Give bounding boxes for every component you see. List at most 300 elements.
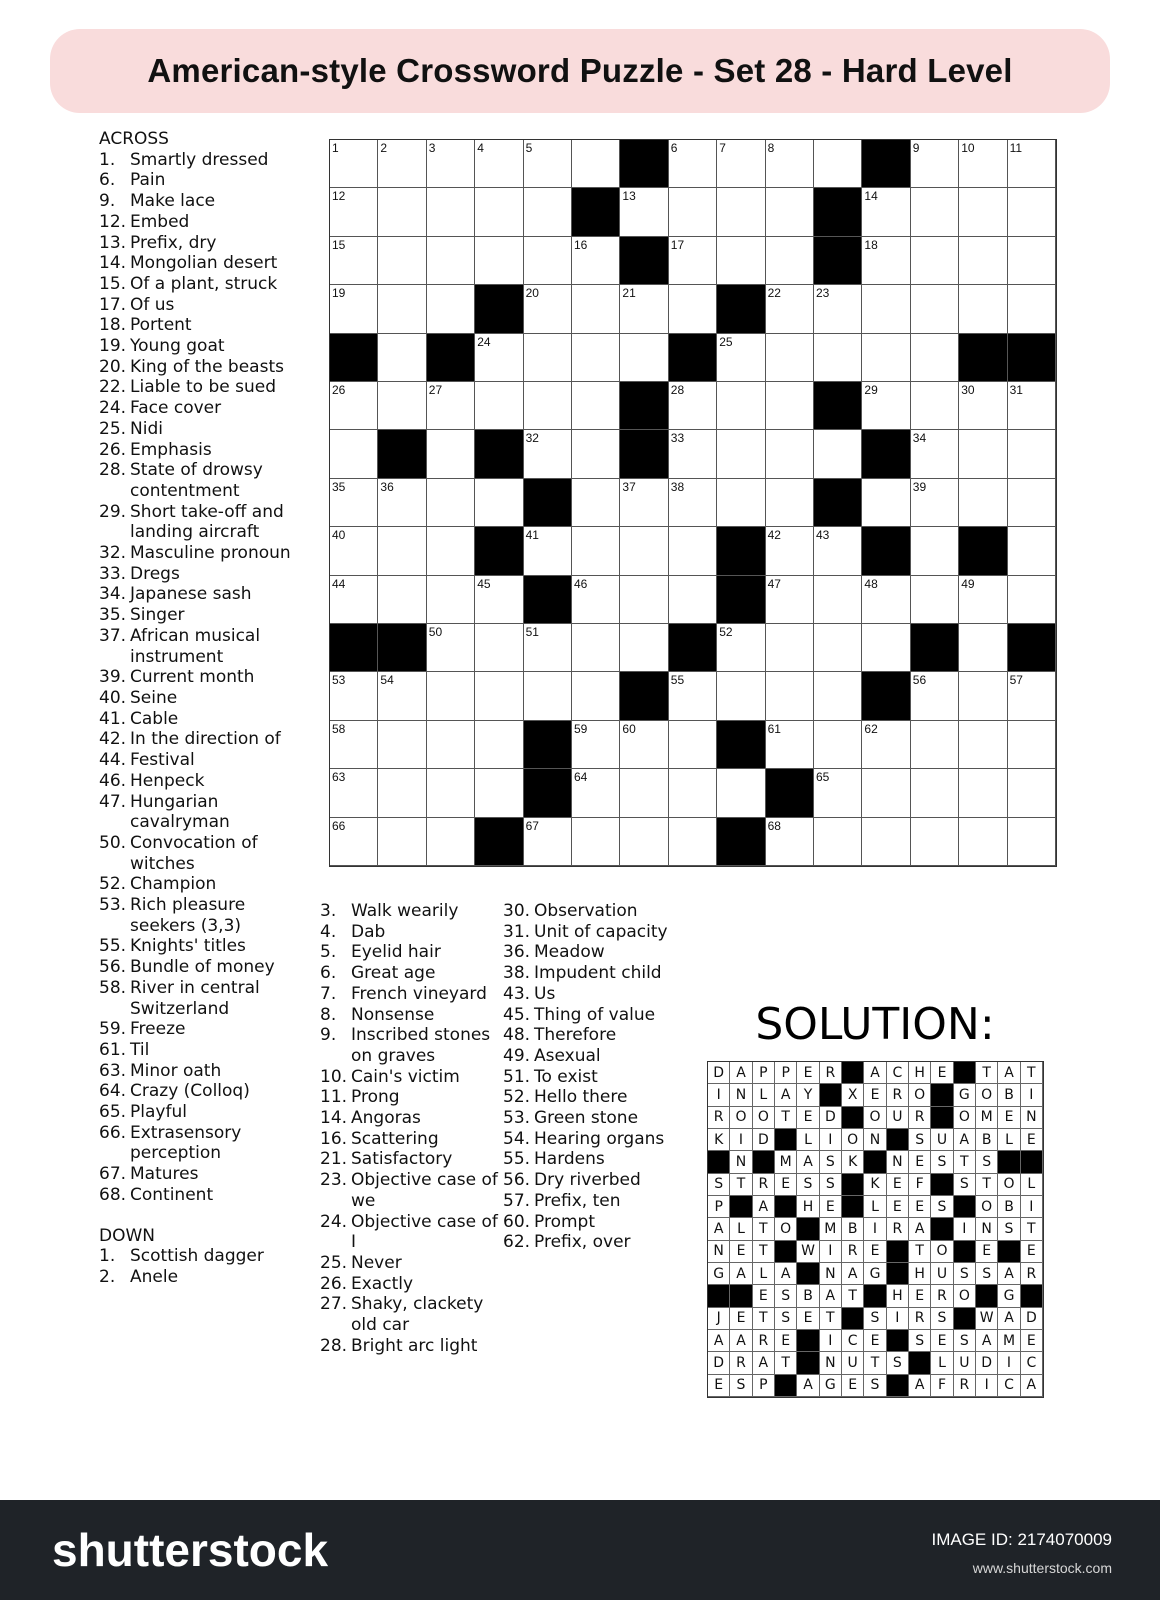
grid-cell bbox=[572, 624, 620, 672]
grid-cell bbox=[766, 672, 814, 720]
cell-number: 50 bbox=[428, 625, 443, 639]
grid-cell bbox=[1008, 285, 1056, 333]
solution-black-square bbox=[730, 1285, 752, 1307]
cell-number: 41 bbox=[525, 528, 539, 543]
solution-letter: R bbox=[909, 1308, 931, 1330]
solution-letter: T bbox=[842, 1285, 864, 1307]
clue-text: African musical instrument bbox=[130, 625, 261, 667]
down-clue bbox=[320, 1170, 500, 1211]
clue-number: 17. bbox=[99, 294, 127, 315]
grid-cell bbox=[959, 818, 1007, 866]
grid-cell bbox=[378, 237, 426, 285]
solution-letter: G bbox=[954, 1084, 976, 1106]
solution-black-square bbox=[954, 1241, 976, 1263]
cell-number: 8 bbox=[767, 141, 775, 155]
clue-text: Cable bbox=[130, 708, 179, 729]
clue-text: Meadow bbox=[534, 942, 605, 963]
across-clue bbox=[99, 502, 299, 543]
black-square bbox=[620, 672, 668, 720]
down-clue bbox=[503, 1005, 683, 1026]
clue-number: 45. bbox=[503, 1004, 531, 1025]
clue-number: 65. bbox=[99, 1102, 127, 1123]
solution-letter: S bbox=[931, 1196, 953, 1218]
across-clue bbox=[99, 150, 299, 171]
across-clue bbox=[99, 191, 299, 212]
solution-letter: T bbox=[954, 1151, 976, 1173]
grid-cell bbox=[427, 576, 475, 624]
solution-letter: E bbox=[753, 1285, 775, 1307]
grid-cell bbox=[524, 285, 572, 333]
clue-text: Emphasis bbox=[130, 439, 212, 460]
grid-cell bbox=[911, 430, 959, 478]
grid-cell bbox=[766, 285, 814, 333]
solution-letter: W bbox=[797, 1241, 819, 1263]
down-clue bbox=[320, 1129, 500, 1150]
solution-letter: E bbox=[976, 1241, 998, 1263]
black-square bbox=[814, 237, 862, 285]
clue-number: 40. bbox=[99, 687, 127, 708]
clue-text: Current month bbox=[130, 667, 255, 688]
solution-letter: G bbox=[998, 1285, 1020, 1307]
down-clue bbox=[320, 963, 500, 984]
page-title: American-style Crossword Puzzle - Set 28 - Hard Level bbox=[147, 52, 1013, 89]
black-square bbox=[378, 430, 426, 478]
grid-cell bbox=[427, 721, 475, 769]
cell-number: 12 bbox=[332, 189, 346, 204]
grid-cell bbox=[959, 430, 1007, 478]
down-clue bbox=[320, 1005, 500, 1026]
solution-black-square bbox=[954, 1196, 976, 1218]
solution-black-square bbox=[797, 1352, 819, 1374]
grid-cell bbox=[669, 672, 717, 720]
across-clue bbox=[99, 709, 299, 730]
grid-cell bbox=[717, 140, 765, 188]
clue-number: 25. bbox=[99, 418, 127, 439]
solution-letter: R bbox=[708, 1107, 730, 1129]
solution-letter: A bbox=[954, 1129, 976, 1151]
solution-letter: O bbox=[730, 1107, 752, 1129]
solution-letter: I bbox=[998, 1352, 1020, 1374]
solution-letter: W bbox=[976, 1308, 998, 1330]
grid-cell bbox=[814, 140, 862, 188]
clue-number: 44. bbox=[99, 750, 127, 771]
solution-black-square bbox=[909, 1352, 931, 1374]
grid-cell bbox=[814, 818, 862, 866]
solution-letter: N bbox=[730, 1084, 752, 1106]
clue-number: 15. bbox=[99, 273, 127, 294]
clue-text: In the direction of bbox=[130, 729, 281, 750]
solution-letter: O bbox=[931, 1241, 953, 1263]
clue-number: 58. bbox=[99, 977, 127, 998]
across-clue bbox=[99, 336, 299, 357]
clue-number: 57. bbox=[503, 1190, 531, 1211]
solution-letter: T bbox=[775, 1107, 797, 1129]
clue-number: 34. bbox=[99, 584, 127, 605]
down-clue bbox=[503, 1170, 683, 1191]
grid-cell bbox=[669, 140, 717, 188]
grid-cell bbox=[330, 672, 378, 720]
down-clue bbox=[320, 1067, 500, 1088]
grid-cell bbox=[911, 285, 959, 333]
cell-number: 52 bbox=[719, 625, 733, 639]
solution-letter: S bbox=[820, 1174, 842, 1196]
down-clue bbox=[320, 901, 500, 922]
solution-black-square bbox=[842, 1174, 864, 1196]
black-square bbox=[862, 527, 910, 575]
grid-cell bbox=[959, 721, 1007, 769]
down-clue-list-1 bbox=[320, 901, 500, 1356]
grid-cell bbox=[620, 527, 668, 575]
clue-text: Objective case of I bbox=[351, 1211, 498, 1253]
clue-number: 8. bbox=[320, 1004, 337, 1025]
grid-cell bbox=[862, 382, 910, 430]
cell-number: 43 bbox=[816, 528, 830, 543]
clue-number: 11. bbox=[320, 1087, 348, 1108]
clue-text: Exactly bbox=[351, 1273, 414, 1294]
grid-cell bbox=[427, 624, 475, 672]
solution-letter: P bbox=[753, 1375, 775, 1397]
grid-cell bbox=[766, 479, 814, 527]
solution-black-square bbox=[797, 1263, 819, 1285]
solution-letter: O bbox=[864, 1107, 886, 1129]
image-id-label: IMAGE ID: 2174070009 bbox=[931, 1530, 1112, 1549]
grid-cell bbox=[475, 382, 523, 430]
clue-number: 68. bbox=[99, 1184, 127, 1205]
down-heading: DOWN bbox=[99, 1225, 155, 1246]
across-clue bbox=[99, 1061, 299, 1082]
black-square bbox=[669, 334, 717, 382]
grid-cell bbox=[475, 479, 523, 527]
solution-letter: C bbox=[842, 1330, 864, 1352]
clue-text: Extrasensory perception bbox=[130, 1122, 242, 1164]
cell-number: 20 bbox=[525, 286, 539, 301]
clue-text: Anele bbox=[130, 1266, 179, 1287]
title-banner bbox=[50, 29, 1110, 113]
solution-letter: S bbox=[954, 1263, 976, 1285]
across-clue bbox=[99, 440, 299, 461]
down-clue bbox=[503, 1149, 683, 1170]
solution-letter: B bbox=[998, 1084, 1020, 1106]
grid-cell bbox=[620, 334, 668, 382]
across-clue bbox=[99, 1123, 299, 1164]
across-clue bbox=[99, 978, 299, 1019]
cell-number: 17 bbox=[670, 237, 685, 252]
solution-letter: N bbox=[730, 1151, 752, 1173]
across-clue bbox=[99, 170, 299, 191]
grid-cell bbox=[378, 721, 426, 769]
cell-number: 61 bbox=[767, 721, 781, 736]
crossword-grid bbox=[329, 139, 1057, 867]
solution-letter: A bbox=[842, 1263, 864, 1285]
across-clue bbox=[99, 398, 299, 419]
solution-black-square bbox=[708, 1285, 730, 1307]
footer-bar bbox=[0, 1500, 1160, 1600]
grid-cell bbox=[1008, 382, 1056, 430]
solution-letter: I bbox=[864, 1218, 886, 1240]
cell-number: 29 bbox=[864, 383, 878, 397]
cell-number: 2 bbox=[380, 141, 388, 155]
site-url: www.shutterstock.com bbox=[972, 1560, 1112, 1576]
grid-cell bbox=[475, 721, 523, 769]
cell-number: 10 bbox=[961, 141, 975, 155]
black-square bbox=[862, 430, 910, 478]
solution-letter: O bbox=[954, 1285, 976, 1307]
clue-text: Hearing organs bbox=[534, 1128, 665, 1149]
grid-cell bbox=[524, 334, 572, 382]
solution-letter: D bbox=[708, 1352, 730, 1374]
solution-letter: K bbox=[864, 1174, 886, 1196]
grid-cell bbox=[959, 672, 1007, 720]
across-clue bbox=[99, 253, 299, 274]
grid-cell bbox=[669, 818, 717, 866]
cell-number: 49 bbox=[961, 576, 975, 591]
cell-number: 26 bbox=[332, 383, 346, 397]
clue-text: Thing of value bbox=[534, 1004, 656, 1025]
across-clue bbox=[99, 460, 299, 501]
grid-cell bbox=[717, 769, 765, 817]
down-clues-column-1 bbox=[320, 901, 500, 1356]
cell-number: 15 bbox=[332, 237, 346, 252]
solution-letter: E bbox=[730, 1308, 752, 1330]
solution-letter: R bbox=[954, 1375, 976, 1397]
clue-text: Seine bbox=[130, 687, 178, 708]
solution-letter: E bbox=[931, 1062, 953, 1084]
grid-cell bbox=[814, 285, 862, 333]
grid-cell bbox=[862, 285, 910, 333]
solution-letter: P bbox=[775, 1062, 797, 1084]
cell-number: 5 bbox=[525, 141, 533, 155]
grid-cell bbox=[475, 576, 523, 624]
grid-cell bbox=[475, 334, 523, 382]
grid-cell bbox=[1008, 576, 1056, 624]
solution-letter: T bbox=[753, 1218, 775, 1240]
solution-letter: T bbox=[1021, 1062, 1043, 1084]
solution-black-square bbox=[887, 1330, 909, 1352]
clue-text: Mongolian desert bbox=[130, 253, 278, 274]
clue-text: Til bbox=[130, 1039, 150, 1060]
clue-text: Short take-off and landing aircraft bbox=[130, 501, 284, 543]
clue-number: 28. bbox=[99, 460, 127, 481]
solution-letter: T bbox=[775, 1352, 797, 1374]
clue-number: 27. bbox=[320, 1294, 348, 1315]
clue-text: Satisfactory bbox=[351, 1149, 453, 1170]
solution-letter: K bbox=[708, 1129, 730, 1151]
grid-cell bbox=[524, 818, 572, 866]
grid-cell bbox=[572, 237, 620, 285]
solution-letter: A bbox=[775, 1263, 797, 1285]
grid-cell bbox=[959, 576, 1007, 624]
solution-letter: R bbox=[820, 1062, 842, 1084]
solution-black-square bbox=[708, 1151, 730, 1173]
clue-number: 21. bbox=[320, 1149, 348, 1170]
solution-letter: R bbox=[887, 1084, 909, 1106]
solution-letter: D bbox=[753, 1129, 775, 1151]
grid-cell bbox=[814, 527, 862, 575]
grid-cell bbox=[911, 140, 959, 188]
clue-number: 52. bbox=[503, 1087, 531, 1108]
across-clue bbox=[99, 357, 299, 378]
cell-number: 48 bbox=[864, 576, 878, 591]
grid-cell bbox=[717, 479, 765, 527]
clue-number: 55. bbox=[99, 936, 127, 957]
across-clues-column bbox=[99, 129, 299, 1288]
down-clue bbox=[503, 1108, 683, 1129]
clue-text: Singer bbox=[130, 605, 185, 626]
solution-letter: E bbox=[797, 1062, 819, 1084]
cell-number: 31 bbox=[1009, 383, 1023, 397]
cell-number: 30 bbox=[961, 383, 975, 397]
clue-text: Continent bbox=[130, 1184, 214, 1205]
clue-number: 53. bbox=[503, 1108, 531, 1129]
grid-cell bbox=[1008, 237, 1056, 285]
grid-cell bbox=[475, 188, 523, 236]
solution-letter: E bbox=[887, 1174, 909, 1196]
clue-number: 7. bbox=[320, 983, 337, 1004]
solution-letter: A bbox=[730, 1062, 752, 1084]
cell-number: 16 bbox=[574, 237, 588, 252]
grid-cell bbox=[862, 576, 910, 624]
clue-text: Liable to be sued bbox=[130, 377, 276, 398]
solution-letter: U bbox=[931, 1263, 953, 1285]
clue-number: 59. bbox=[99, 1019, 127, 1040]
grid-cell bbox=[959, 479, 1007, 527]
solution-letter: U bbox=[842, 1352, 864, 1374]
solution-letter: B bbox=[797, 1285, 819, 1307]
clue-number: 47. bbox=[99, 791, 127, 812]
solution-letter: O bbox=[775, 1218, 797, 1240]
solution-letter: I bbox=[820, 1129, 842, 1151]
cell-number: 59 bbox=[574, 721, 588, 736]
down-clue bbox=[320, 1087, 500, 1108]
across-clue bbox=[99, 957, 299, 978]
grid-cell bbox=[620, 479, 668, 527]
solution-letter: A bbox=[998, 1263, 1020, 1285]
clue-number: 53. bbox=[99, 895, 127, 916]
solution-letter: I bbox=[730, 1129, 752, 1151]
black-square bbox=[475, 285, 523, 333]
solution-letter: T bbox=[753, 1308, 775, 1330]
grid-cell bbox=[572, 334, 620, 382]
grid-cell bbox=[524, 672, 572, 720]
grid-cell bbox=[572, 140, 620, 188]
solution-letter: J bbox=[708, 1308, 730, 1330]
solution-letter: S bbox=[864, 1308, 886, 1330]
black-square bbox=[427, 334, 475, 382]
solution-letter: L bbox=[1021, 1174, 1043, 1196]
grid-cell bbox=[524, 382, 572, 430]
solution-letter: N bbox=[976, 1218, 998, 1240]
cell-number: 53 bbox=[332, 673, 346, 688]
across-clue bbox=[99, 584, 299, 605]
clue-text: Prefix, over bbox=[534, 1232, 631, 1253]
clue-text: Inscribed stones on graves bbox=[351, 1025, 491, 1066]
down-clue bbox=[320, 1336, 500, 1357]
clue-text: Prefix, dry bbox=[130, 232, 217, 253]
down-clue bbox=[99, 1267, 299, 1288]
solution-letter: C bbox=[998, 1375, 1020, 1397]
solution-title: SOLUTION: bbox=[755, 999, 995, 1050]
across-clue bbox=[99, 1081, 299, 1102]
grid-cell bbox=[814, 334, 862, 382]
grid-cell bbox=[378, 769, 426, 817]
solution-letter: S bbox=[954, 1330, 976, 1352]
cell-number: 4 bbox=[477, 141, 484, 155]
black-square bbox=[717, 818, 765, 866]
clue-text: Us bbox=[534, 983, 556, 1004]
grid-cell bbox=[669, 527, 717, 575]
solution-letter: A bbox=[909, 1218, 931, 1240]
grid-cell bbox=[717, 334, 765, 382]
clue-text: Pain bbox=[130, 170, 166, 191]
clue-number: 6. bbox=[99, 170, 116, 191]
cell-number: 55 bbox=[670, 673, 685, 688]
solution-letter: E bbox=[909, 1196, 931, 1218]
grid-cell bbox=[524, 624, 572, 672]
grid-cell bbox=[911, 237, 959, 285]
grid-cell bbox=[330, 382, 378, 430]
clue-text: Observation bbox=[534, 901, 638, 921]
solution-letter: S bbox=[909, 1129, 931, 1151]
clue-text: State of drowsy contentment bbox=[130, 460, 263, 501]
clue-number: 50. bbox=[99, 832, 127, 853]
solution-black-square bbox=[954, 1062, 976, 1084]
clue-text: Asexual bbox=[534, 1045, 601, 1066]
down-clue bbox=[320, 942, 500, 963]
cell-number: 58 bbox=[332, 721, 346, 736]
solution-letter: E bbox=[775, 1174, 797, 1196]
grid-cell bbox=[378, 818, 426, 866]
grid-cell bbox=[620, 721, 668, 769]
grid-cell bbox=[330, 188, 378, 236]
grid-cell bbox=[330, 721, 378, 769]
clue-text: Objective case of we bbox=[351, 1170, 498, 1211]
clue-text: Never bbox=[351, 1252, 402, 1273]
solution-letter: T bbox=[753, 1241, 775, 1263]
clue-text: Champion bbox=[130, 874, 217, 895]
solution-black-square bbox=[998, 1151, 1020, 1173]
grid-cell bbox=[524, 430, 572, 478]
clue-number: 18. bbox=[99, 315, 127, 336]
clue-number: 28. bbox=[320, 1335, 348, 1356]
clue-number: 42. bbox=[99, 729, 127, 750]
clue-text: Angoras bbox=[351, 1108, 421, 1129]
solution-letter: S bbox=[775, 1285, 797, 1307]
grid-cell bbox=[959, 285, 1007, 333]
solution-letter: A bbox=[864, 1062, 886, 1084]
solution-letter: N bbox=[864, 1129, 886, 1151]
solution-letter: L bbox=[753, 1263, 775, 1285]
clue-text: Nonsense bbox=[351, 1004, 435, 1025]
solution-letter: B bbox=[976, 1129, 998, 1151]
solution-black-square bbox=[775, 1241, 797, 1263]
clue-number: 41. bbox=[99, 708, 127, 729]
solution-letter: N bbox=[820, 1352, 842, 1374]
solution-letter: S bbox=[887, 1352, 909, 1374]
grid-cell bbox=[814, 769, 862, 817]
grid-cell bbox=[766, 237, 814, 285]
grid-cell bbox=[669, 285, 717, 333]
solution-letter: E bbox=[864, 1330, 886, 1352]
cell-number: 25 bbox=[719, 334, 733, 349]
solution-letter: E bbox=[887, 1196, 909, 1218]
black-square bbox=[524, 479, 572, 527]
solution-letter: R bbox=[753, 1330, 775, 1352]
across-clue bbox=[99, 315, 299, 336]
grid-cell bbox=[378, 527, 426, 575]
solution-letter: F bbox=[909, 1174, 931, 1196]
clue-number: 67. bbox=[99, 1164, 127, 1185]
clue-text: Eyelid hair bbox=[351, 942, 441, 963]
